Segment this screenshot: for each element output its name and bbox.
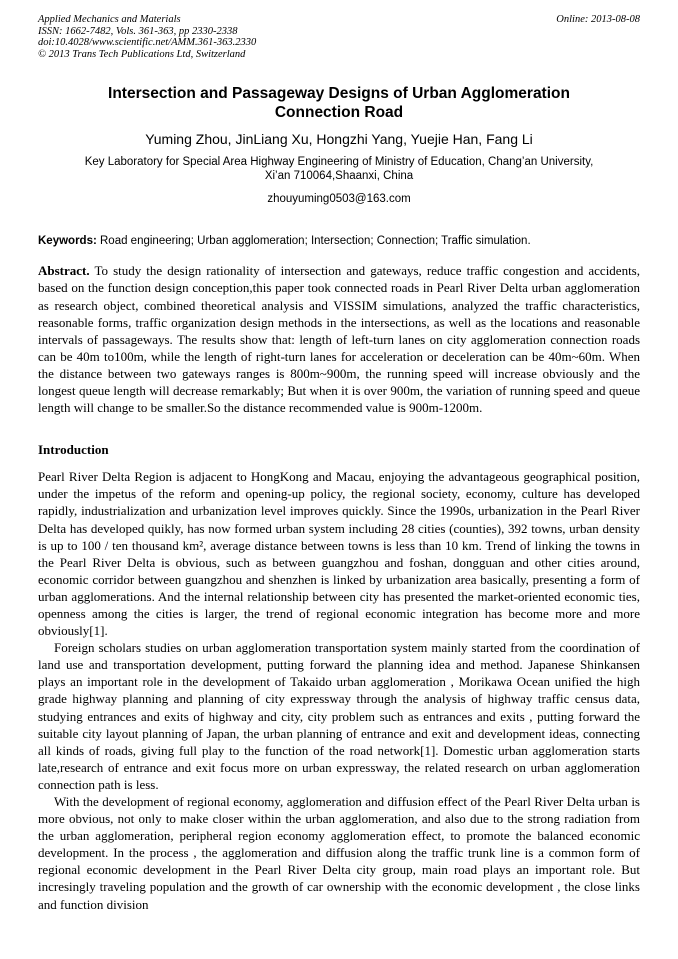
- journal-name: Applied Mechanics and Materials: [38, 14, 181, 25]
- journal-doi: doi:10.4028/www.scientific.net/AMM.361-363.2330: [38, 37, 257, 49]
- abstract-paragraph: [38, 262, 640, 416]
- abstract-text: To study the design rationality of intersection and gateways, reduce traffic congestion and accidents, based on the function design conception,this paper took connected roads in Pearl River Delta urban agglomeration as research object, combined theoretical analysis and VISSIM simulations, analyzed the traffic characteristics, reasonable forms, traffic organization design methods in the intersections, as well as the locations and reasonable intervals of passageways. The results show that: length of left-turn lanes on city agglomeration connection roads can be 40m to100m, while the length of right-turn lanes for acceleration or deceleration can be 40m~60m. When the distance between two gateways ranges is 800m~900m, the running speed will increase obviously and the longest queue length will decrease remarkably; But when it is over 900m, the variation of running speed and queue length will change to be smaller.So the distance recommended value is 900m-1200m.: [38, 263, 640, 416]
- introduction-paragraph-1: Pearl River Delta Region is adjacent to HongKong and Macau, enjoying the advantageous geographical position, under the impetus of the reform and opening-up policy, the regional society, economy, culture has developed rapidly, industrialization and urbanization level improves quickly. Since the 1990s, urbanization in the Pearl River Delta has developed quikly, has now formed urban system including 28 cities (counties), 392 towns, urban density is up to 100 / ten thousand km², average distance between towns is less than 10 km. Trend of linking the towns in the Pearl River Delta is obvious, such as between guangzhou and foshan, dongguan and other cities around, economic corridor between guangzhou and shenzhen is linked by urbanization area basically, presenting a form of urban agglomerations. And the internal relationship between city has presented the market-oriented economic ties, openness among the cities is larger, the trend of regional economic integration has become more and more obviously[1].: [38, 469, 640, 639]
- author-email: zhouyuming0503@163.com: [267, 193, 411, 206]
- affiliation-line1: Key Laboratory for Special Area Highway Engineering of Ministry of Education, Chang’an University,: [84, 156, 594, 169]
- paper-title-line2: Connection Road: [274, 104, 404, 122]
- introduction-paragraph-2: Foreign scholars studies on urban agglomeration transportation system mainly started from the coordination of land use and transportation development, putting forward the planning idea and method. Japanese Shinkansen plays an important role in the development of Takaido urban agglomeration , Morikawa Ocean unified the high grade highway planning and planning of city expressway through the analysis of highway traffic census data, studying entrances and exits of highway and city, city problem such as entrances and exits , putting forward the suitable city layout planning of Japan, the urban planning of entrance and exit and development ideas, connecting all kinds of roads, giving full play to the function of the road network[1]. Domestic urban agglomeration starts late,research of entrance and exit focus more on urban expressway, the related research on urban agglomeration connection path is less.: [38, 640, 640, 792]
- journal-header: [38, 14, 640, 60]
- paper-title: [38, 84, 640, 122]
- online-date: Online: 2013-08-08: [556, 14, 640, 25]
- journal-issn: ISSN: 1662-7482, Vols. 361-363, pp 2330-2338: [38, 25, 238, 37]
- keywords-line: [38, 234, 640, 249]
- introduction-paragraph-3: With the development of regional economy, agglomeration and diffusion effect of the Pearl River Delta urban is more obvious, not only to make closer within the urban agglomeration, and also due to the strong radiation from the urban agglomeration, peripheral region economy agglomeration effect, to promote the balanced economic development. In the process , the agglomeration and diffusion along the traffic trunk line is a common form of regional economic development in the Pearl River Delta city group, main road plays an important role. But incresingly traveling population and the growth of car ownership with the economic development , the close links and function division: [38, 794, 640, 912]
- section-heading-introduction: Introduction: [38, 442, 109, 458]
- keywords-text: Road engineering; Urban agglomeration; Intersection; Connection; Traffic simulation.: [96, 235, 531, 248]
- affiliation: [38, 155, 640, 183]
- keywords-label: Keywords:: [38, 235, 97, 248]
- journal-header-left: [38, 14, 256, 60]
- authors-line: Yuming Zhou, JinLiang Xu, Hongzhi Yang, Yuejie Han, Fang Li: [145, 131, 533, 148]
- affiliation-line2: Xi’an 710064,Shaanxi, China: [264, 170, 414, 183]
- journal-copyright: © 2013 Trans Tech Publications Ltd, Switzerland: [38, 48, 246, 60]
- paper-title-line1: Intersection and Passageway Designs of Urban Agglomeration: [108, 85, 570, 103]
- abstract-label: Abstract.: [38, 263, 90, 279]
